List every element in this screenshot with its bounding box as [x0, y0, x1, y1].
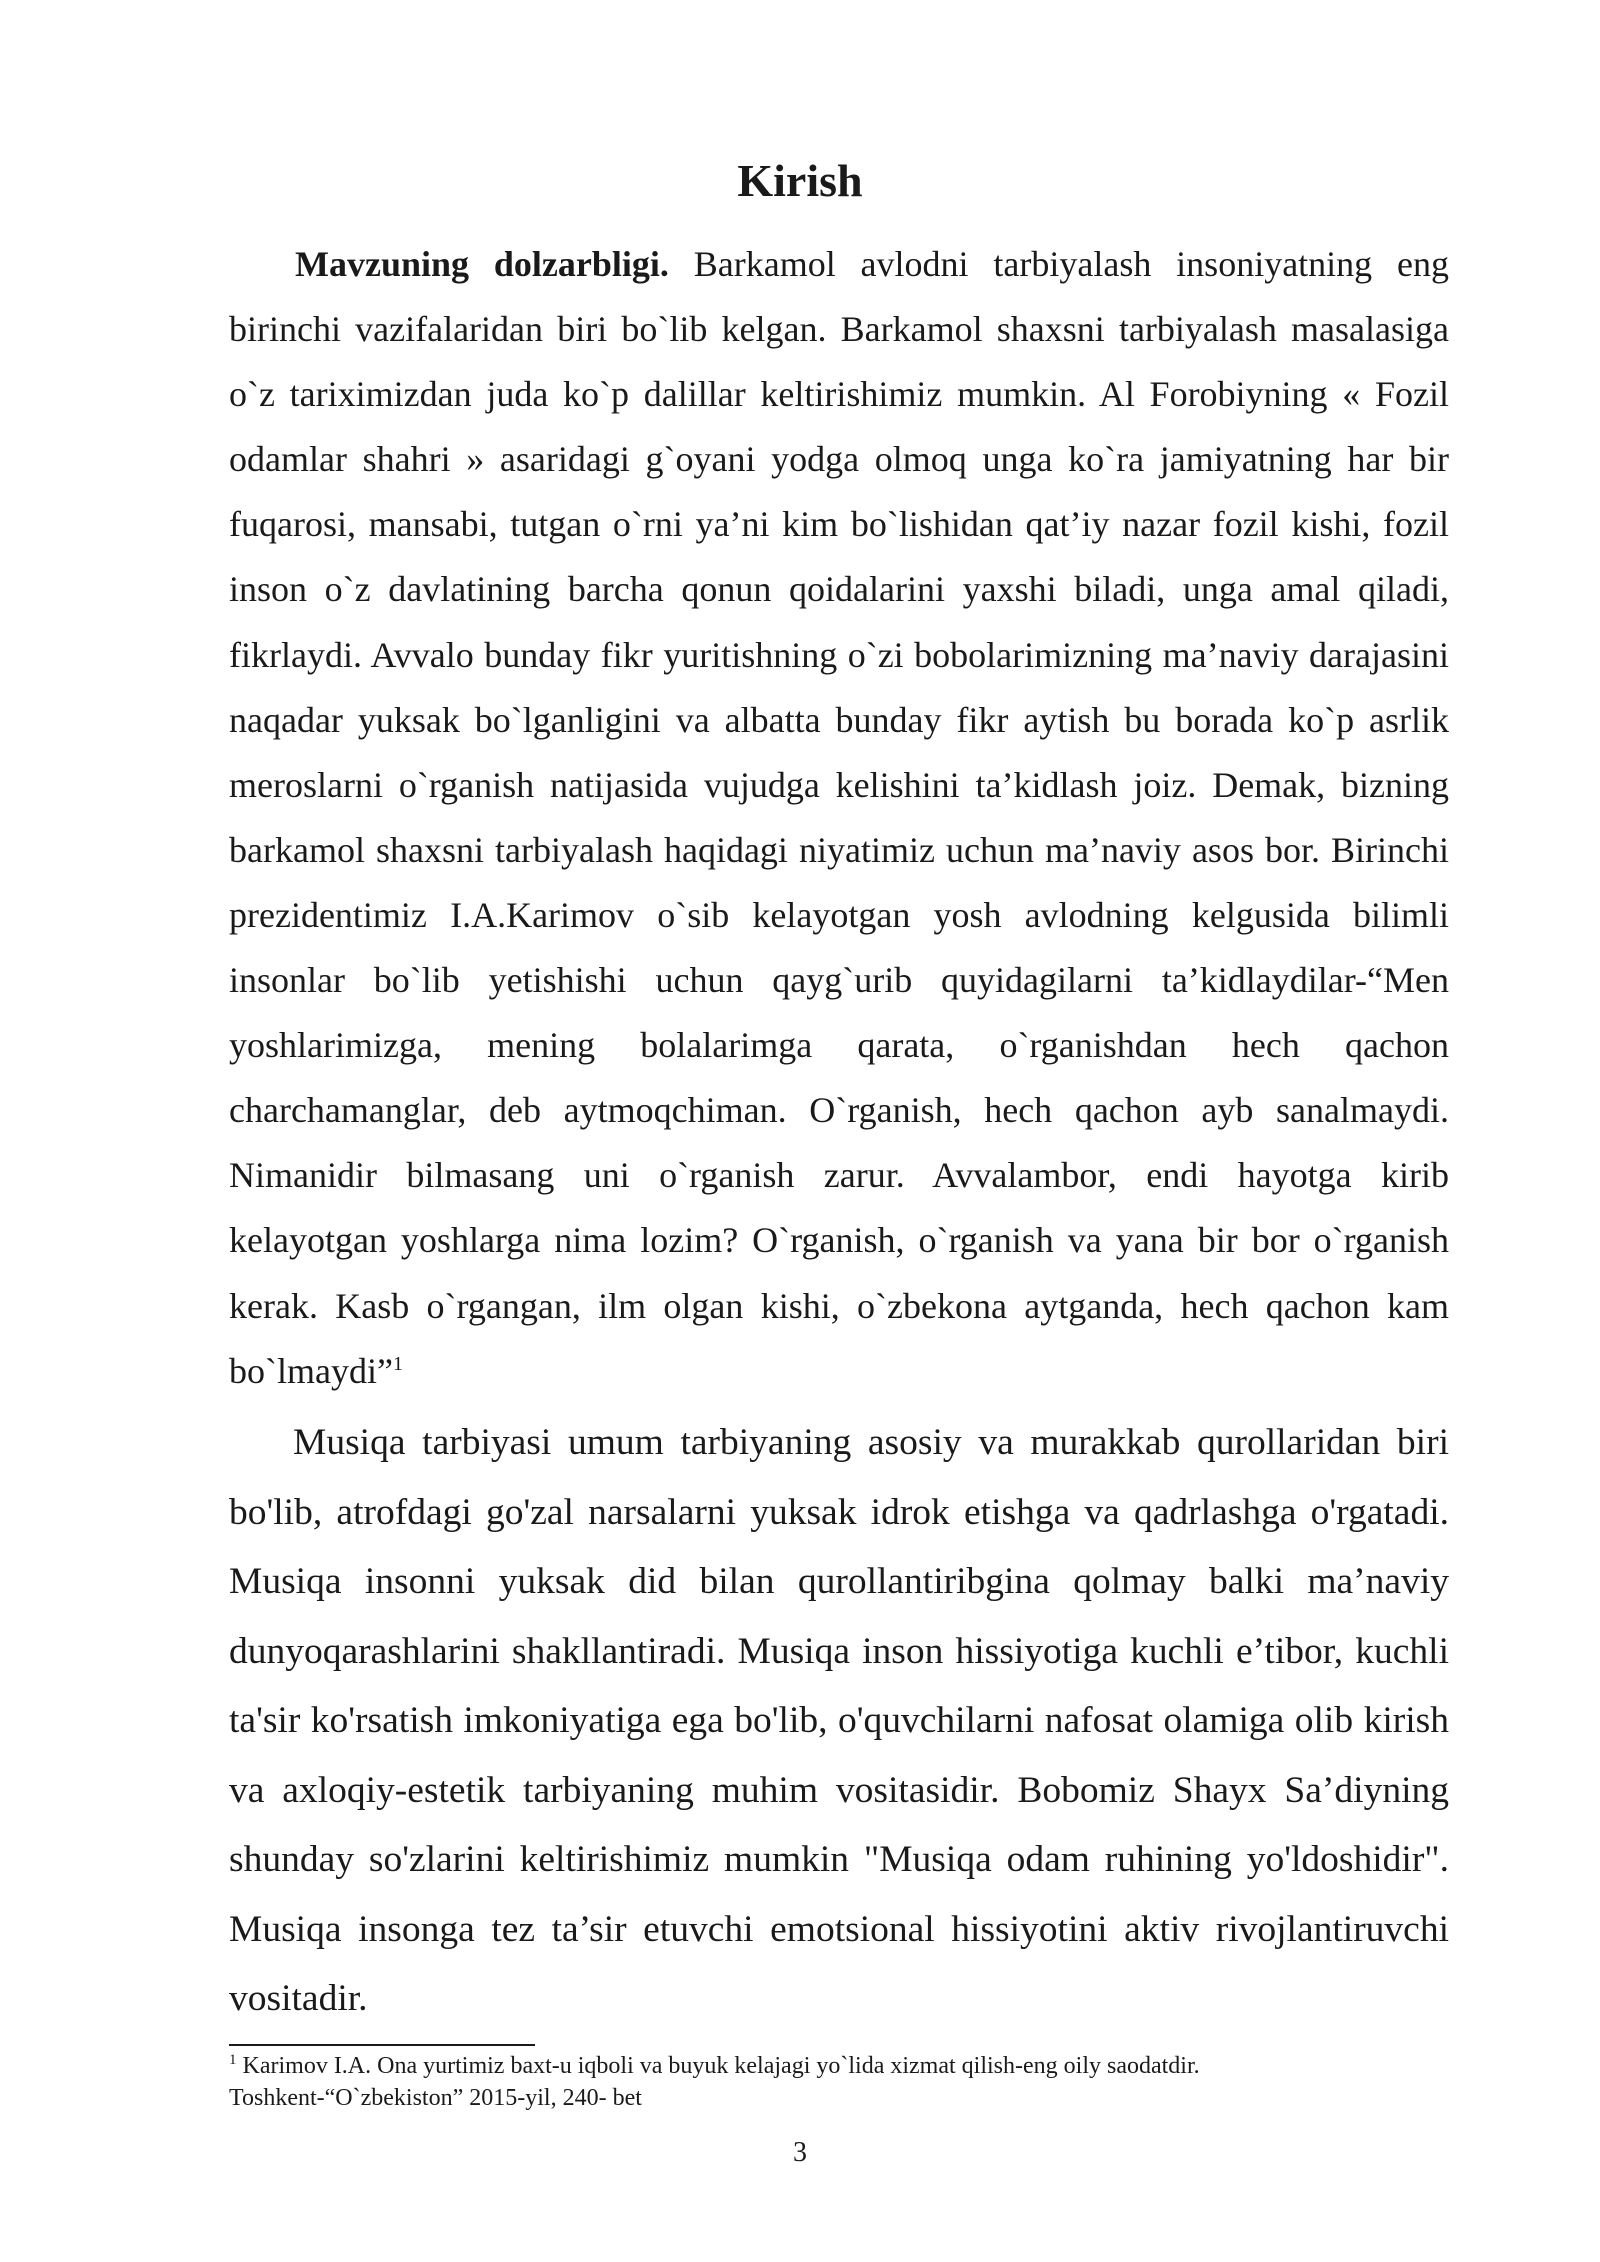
- footnote: [229, 2050, 1469, 2114]
- paragraph-relevance: [229, 232, 1449, 1404]
- page-number: 3: [793, 2137, 807, 2168]
- paragraph-relevance-text: Barkamol avlodni tarbiyalash insoniyatning eng birinchi vazifalaridan biri bo`lib kelgan. Barkamol shaxsni tarbiyalash masalasiga o`z tariximizdan juda ko`p dalillar keltirishimiz mumkin. Al Forobiyning « Fozil odamlar shahri » asaridagi g`oyani yodga olmoq unga ko`ra jamiyatning har bir fuqarosi, mansabi, tutgan o`rni ya’ni kim bo`lishidan qat’iy nazar fozil kishi, fozil inson o`z davlatining barcha qonun qoidalarini yaxshi biladi, unga amal qiladi, fikrlaydi. Avvalo bunday fikr yuritishning o`zi bobolarimizning ma’naviy darajasini naqadar yuksak bo`lganligini va albatta bunday fikr aytish bu borada ko`p asrlik meroslarni o`rganish natijasida vujudga kelishini ta’kidlash joiz. Demak, bizning barkamol shaxsni tarbiyalash haqidagi niyatimiz uchun ma’naviy asos bor. Birinchi prezidentimiz I.A.Karimov o`sib kelayotgan yosh avlodning kelgusida bilimli insonlar bo`lib yetishishi uchun qayg`urib quyidagilarni ta’kidlaydilar-“Men yoshlarimizga, mening bolalarimga qarata, o`rganishdan hech qachon charchamanglar, deb aytmoqchiman. O`rganish, hech qachon ayb sanalmaydi. Nimanidir bilmasang uni o`rganish zarur. Avvalambor, endi hayotga kirib kelayotgan yoshlarga nima lozim? O`rganish, o`rganish va yana bir bor o`rganish kerak. Kasb o`rgangan, ilm olgan kishi, o`zbekona aytganda, hech qachon kam bo`lmaydi”: [229, 244, 1450, 1391]
- footnote-separator: [229, 2044, 535, 2046]
- footnote-number: 1: [229, 2052, 237, 2068]
- paragraph-lead-heading: Mavzuning dolzarbligi.: [295, 244, 669, 284]
- footnote-reference[interactable]: 1: [392, 1352, 403, 1375]
- footnote-line-2: Toshkent-“O`zbekiston” 2015-yil, 240- bet: [229, 2085, 642, 2111]
- paragraph-music-education: Musiqa tarbiyasi umum tarbiyaning asosiy va murakkab qurollaridan biri bo'lib, atrofdagi go'zal narsalarni yuksak idrok etishga va qadrlashga o'rgatadi. Musiqa insonni yuksak did bilan qurollantiribgina qolmay balki ma’naviy dunyoqarashlarini shakllantiradi. Musiqa inson hissiyotiga kuchli e’tibor, kuchli ta'sir ko'rsatish imkoniyatiga ega bo'lib, o'quvchilarni nafosat olamiga olib kirish va axloqiy-estetik tarbiyaning muhim vositasidir. Bobomiz Shayx Sa’diyning shunday so'zlarini keltirishimiz mumkin "Musiqa odam ruhining yo'ldoshidir". Musiqa insonga tez ta’sir etuvchi emotsional hissiyotini aktiv rivojlantiruvchi vositadir.: [229, 1422, 1449, 2019]
- section-title: Kirish: [737, 155, 863, 206]
- footnote-line-1: Karimov I.A. Ona yurtimiz baxt-u iqboli va buyuk kelajagi yo`lida xizmat qilish-eng oily saodatdir.: [236, 2053, 1200, 2079]
